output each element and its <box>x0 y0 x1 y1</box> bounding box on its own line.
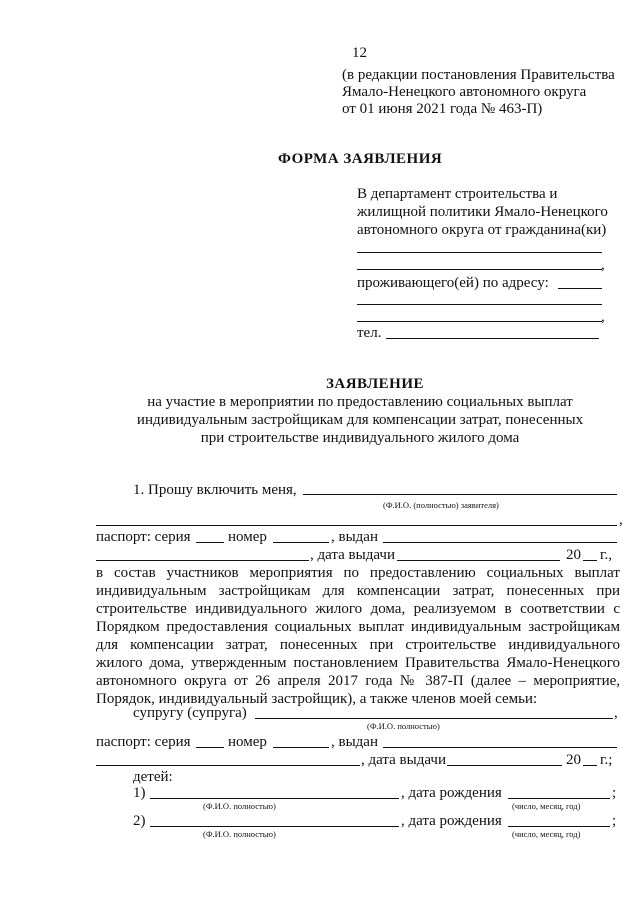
children-label: детей: <box>133 769 173 785</box>
year-field[interactable] <box>583 560 597 561</box>
comma: , <box>601 309 605 325</box>
application-subtitle-2: индивидуальным застройщикам для компенсации затрат, понесенных <box>136 412 584 428</box>
spouse-issue-date-field[interactable] <box>447 765 562 766</box>
paragraph-line-4: Порядком предоставления социальных выплат индивидуальным застройщикам <box>96 619 620 635</box>
child-1-birth-field[interactable] <box>508 798 610 799</box>
child-1-fio-field[interactable] <box>150 798 399 799</box>
page-number: 12 <box>352 45 367 61</box>
year-suffix: г., <box>600 547 612 563</box>
applicant-name-line-1[interactable] <box>357 252 602 253</box>
revision-line-3: от 01 июня 2021 года № 463-П) <box>342 101 543 117</box>
comma: , <box>601 257 605 273</box>
spouse-passport-series-label: паспорт: серия <box>96 734 191 750</box>
address-line-2[interactable] <box>357 304 602 305</box>
spouse-passport-series-field[interactable] <box>196 747 224 748</box>
child-2-fio-field[interactable] <box>150 826 399 827</box>
paragraph-line-7: автономного округа от 26 апреля 2017 года № 387-П (далее – мероприятие, <box>96 673 620 689</box>
child-1-number: 1) <box>133 785 146 801</box>
issued-by-label: , выдан <box>331 529 378 545</box>
phone-line[interactable] <box>386 338 599 339</box>
fio-full-hint: (Ф.И.О. полностью) <box>367 721 440 731</box>
applicant-name-line-2[interactable] <box>357 269 602 270</box>
issue-date-label: , дата выдачи <box>310 547 395 563</box>
spouse-passport-number-field[interactable] <box>273 747 329 748</box>
issued-by-field[interactable] <box>383 542 617 543</box>
spouse-year-prefix: 20 <box>566 752 581 768</box>
address-line-1[interactable] <box>558 288 602 289</box>
child-2-date-hint: (число, месяц, год) <box>512 829 581 839</box>
passport-number-field[interactable] <box>273 542 329 543</box>
spouse-year-field[interactable] <box>583 765 597 766</box>
addressee-line-1: В департамент строительства и <box>357 186 558 202</box>
residing-label: проживающего(ей) по адресу: <box>357 275 549 291</box>
year-prefix: 20 <box>566 547 581 563</box>
spouse-issue-date-label: , дата выдачи <box>361 752 446 768</box>
applicant-fio-line[interactable] <box>303 494 617 495</box>
child-2-birth-field[interactable] <box>508 826 610 827</box>
child-2-fio-hint: (Ф.И.О. полностью) <box>203 829 276 839</box>
spouse-issued-by-field[interactable] <box>383 747 617 748</box>
phone-label: тел. <box>357 325 382 341</box>
comma: , <box>619 512 623 528</box>
paragraph-line-5: для компенсации затрат, понесенных при строительстве индивидуального <box>96 637 620 653</box>
paragraph-line-6: жилого дома, утвержденным постановлением Правительства Ямало-Ненецкого <box>96 655 620 671</box>
child-1-birth-label: , дата рождения <box>401 785 502 801</box>
child-1-date-hint: (число, месяц, год) <box>512 801 581 811</box>
spouse-passport-number-label: номер <box>228 734 267 750</box>
revision-line-2: Ямало-Ненецкого автономного округа <box>342 84 587 100</box>
spouse-issued-by-label: , выдан <box>331 734 378 750</box>
spouse-label: супругу (супруга) <box>133 705 247 721</box>
paragraph-line-2: индивидуальным застройщикам для компенсации затрат, понесенных при <box>96 583 620 599</box>
spouse-year-suffix: г.; <box>600 752 613 768</box>
application-title: ЗАЯВЛЕНИЕ <box>325 376 425 392</box>
passport-series-label: паспорт: серия <box>96 529 191 545</box>
comma: , <box>614 705 618 721</box>
revision-line-1: (в редакции постановления Правительства <box>342 67 615 83</box>
spouse-fio-field[interactable] <box>255 718 613 719</box>
semicolon: ; <box>612 813 617 829</box>
addressee-line-3: автономного округа от гражданина(ки) <box>357 222 607 238</box>
child-2-birth-label: , дата рождения <box>401 813 502 829</box>
application-subtitle-3: при строительстве индивидуального жилого дома <box>200 430 520 446</box>
address-line-3[interactable] <box>357 321 602 322</box>
semicolon: ; <box>612 785 617 801</box>
child-2-number: 2) <box>133 813 146 829</box>
fio-applicant-hint: (Ф.И.О. (полностью) заявителя) <box>383 500 499 510</box>
applicant-fio-line-2[interactable] <box>96 525 617 526</box>
form-title: ФОРМА ЗАЯВЛЕНИЯ <box>278 151 443 167</box>
issue-date-field[interactable] <box>397 560 560 561</box>
child-1-fio-hint: (Ф.И.О. полностью) <box>203 801 276 811</box>
item1-label: 1. Прошу включить меня, <box>133 482 297 498</box>
passport-number-label: номер <box>228 529 267 545</box>
application-subtitle-1: на участие в мероприятии по предоставлению социальных выплат <box>147 394 573 410</box>
passport-series-field[interactable] <box>196 542 224 543</box>
paragraph-line-3: строительстве индивидуального жилого дома, реализуемом в соответствии с <box>96 601 620 617</box>
addressee-line-2: жилищной политики Ямало-Ненецкого <box>357 204 608 220</box>
spouse-issued-by-field-2[interactable] <box>96 765 360 766</box>
paragraph-line-8: Порядок, индивидуальный застройщик), а также членов моей семьи: <box>96 691 538 707</box>
paragraph-line-1: в состав участников мероприятия по предоставлению социальных выплат <box>96 565 620 581</box>
issued-by-field-2[interactable] <box>96 560 309 561</box>
